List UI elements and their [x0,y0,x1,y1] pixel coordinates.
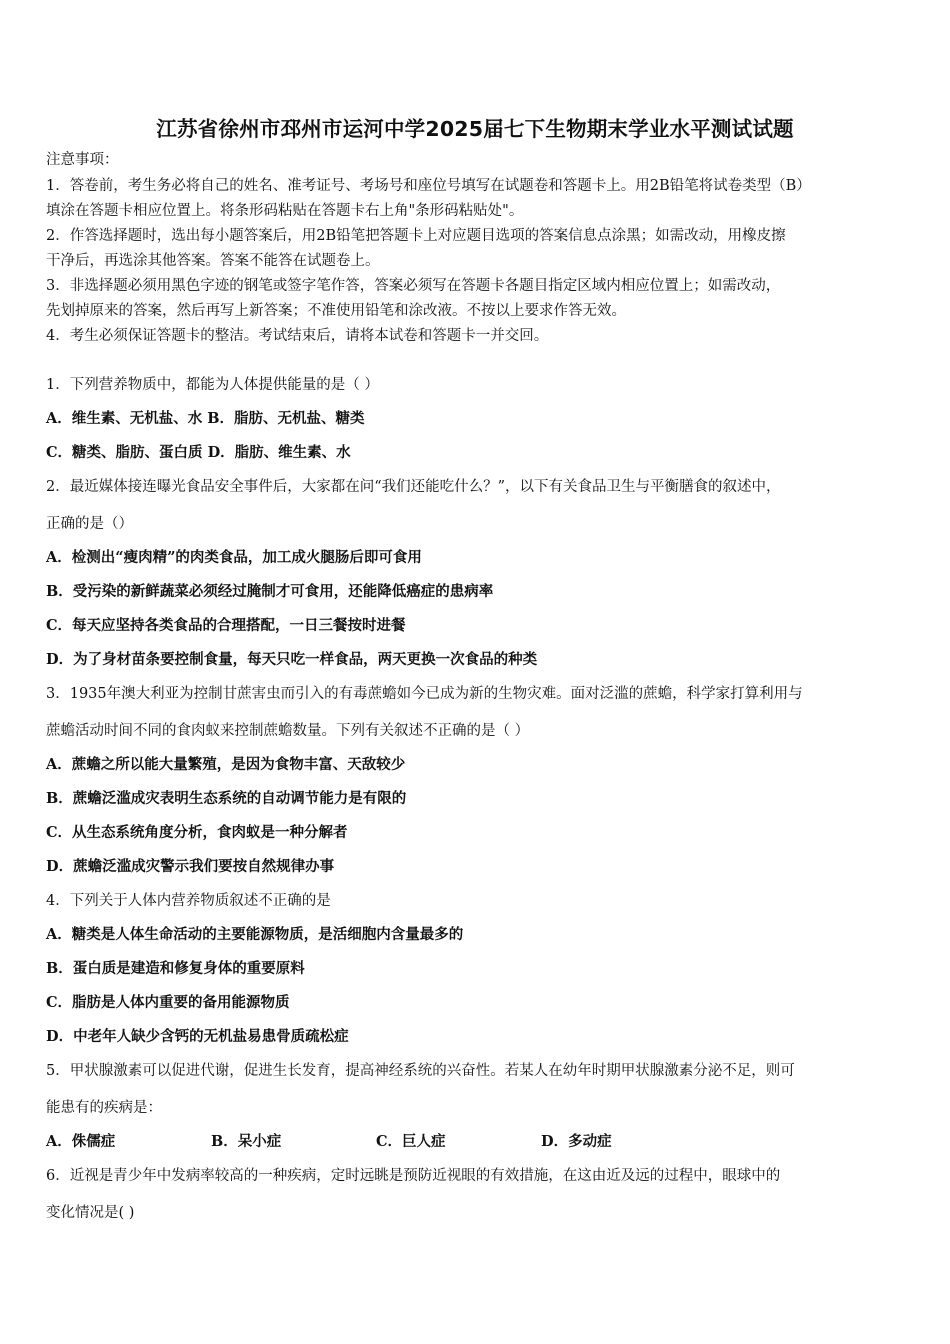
question-stem: 2．最近媒体接连曝光食品安全事件后，大家都在问“我们还能吃什么？”，以下有关食品卫生与平衡膳食的叙述中， [46,479,781,495]
option-b: B．受污染的新鲜蔬菜必须经过腌制才可食用，还能降低癌症的患病率 [46,583,494,600]
question-stem: 1．下列营养物质中，都能为人体提供能量的是（ ） [46,377,379,393]
option-c: C．脂肪是人体内重要的备用能源物质 [46,994,290,1011]
notice-line: 填涂在答题卡相应位置上。将条形码粘贴在答题卡右上角"条形码粘贴处"。 [46,203,524,219]
option-row: C．糖类、脂肪、蛋白质 D．脂肪、维生素、水 [46,444,351,461]
option-a: A．糖类是人体生命活动的主要能源物质，是活细胞内含量最多的 [46,926,464,943]
question-stem: 6．近视是青少年中发病率较高的一种疾病，定时远眺是预防近视眼的有效措施，在这由近及远的过程中，眼球中的 [46,1168,781,1184]
question-stem: 蔗蟾活动时间不同的食肉蚁来控制蔗蟾数量。下列有关叙述不正确的是（ ） [46,723,530,739]
notice-line: 先划掉原来的答案，然后再写上新答案；不准使用铅笔和涂改液。不按以上要求作答无效。 [46,303,626,319]
option-row: A．维生素、无机盐、水 B．脂肪、无机盐、糖类 [46,410,365,427]
question-stem: 能患有的疾病是： [46,1100,162,1116]
option-a: A．检测出“瘦肉精”的肉类食品，加工成火腿肠后即可食用 [46,549,422,566]
option-c: C．从生态系统角度分析，食肉蚁是一种分解者 [46,824,348,841]
notice-line: 2．作答选择题时，选出每小题答案后，用2B铅笔把答题卡上对应题目选项的答案信息点涂黑；如需改动，用橡皮擦 [46,228,786,244]
option-c: C．巨人症 [376,1133,446,1150]
question-stem: 正确的是（） [46,516,133,532]
question-stem: 5．甲状腺激素可以促进代谢，促进生长发育，提高神经系统的兴奋性。若某人在幼年时期甲状腺激素分泌不足，则可 [46,1063,795,1079]
notice-line: 1．答卷前，考生务必将自己的姓名、准考证号、考场号和座位号填写在试题卷和答题卡上。用2B铅笔将试卷类型（B） [46,178,811,194]
option-a: A．蔗蟾之所以能大量繁殖，是因为食物丰富、天敌较少 [46,756,406,773]
option-b: B．蛋白质是建造和修复身体的重要原料 [46,960,305,977]
option-a: A．侏儒症 [46,1133,116,1150]
notice-line: 干净后，再选涂其他答案。答案不能答在试题卷上。 [46,253,380,269]
notice-line: 3．非选择题必须用黑色字迹的钢笔或签字笔作答，答案必须写在答题卡各题目指定区域内相应位置上；如需改动， [46,278,781,294]
option-d: D．多动症 [541,1133,612,1150]
question-stem: 3．1935年澳大利亚为控制甘蔗害虫而引入的有毒蔗蟾如今已成为新的生物灾难。面对泛滥的蔗蟾，科学家打算利用与 [46,686,803,702]
page-title: 江苏省徐州市邳州市运河中学2025届七下生物期末学业水平测试试题 [156,117,794,141]
notice-heading: 注意事项： [46,152,119,168]
question-stem: 4．下列关于人体内营养物质叙述不正确的是 [46,893,331,909]
question-stem: 变化情况是( ) [46,1205,135,1221]
notice-line: 4．考生必须保证答题卡的整洁。考试结束后，请将本试卷和答题卡一并交回。 [46,328,549,344]
option-c: C．每天应坚持各类食品的合理搭配，一日三餐按时进餐 [46,617,406,634]
option-d: D．中老年人缺少含钙的无机盐易患骨质疏松症 [46,1028,349,1045]
option-b: B．蔗蟾泛滥成灾表明生态系统的自动调节能力是有限的 [46,790,407,807]
option-d: D．为了身材苗条要控制食量，每天只吃一样食品，两天更换一次食品的种类 [46,651,538,668]
option-d: D．蔗蟾泛滥成灾警示我们要按自然规律办事 [46,858,335,875]
option-b: B．呆小症 [211,1133,282,1150]
